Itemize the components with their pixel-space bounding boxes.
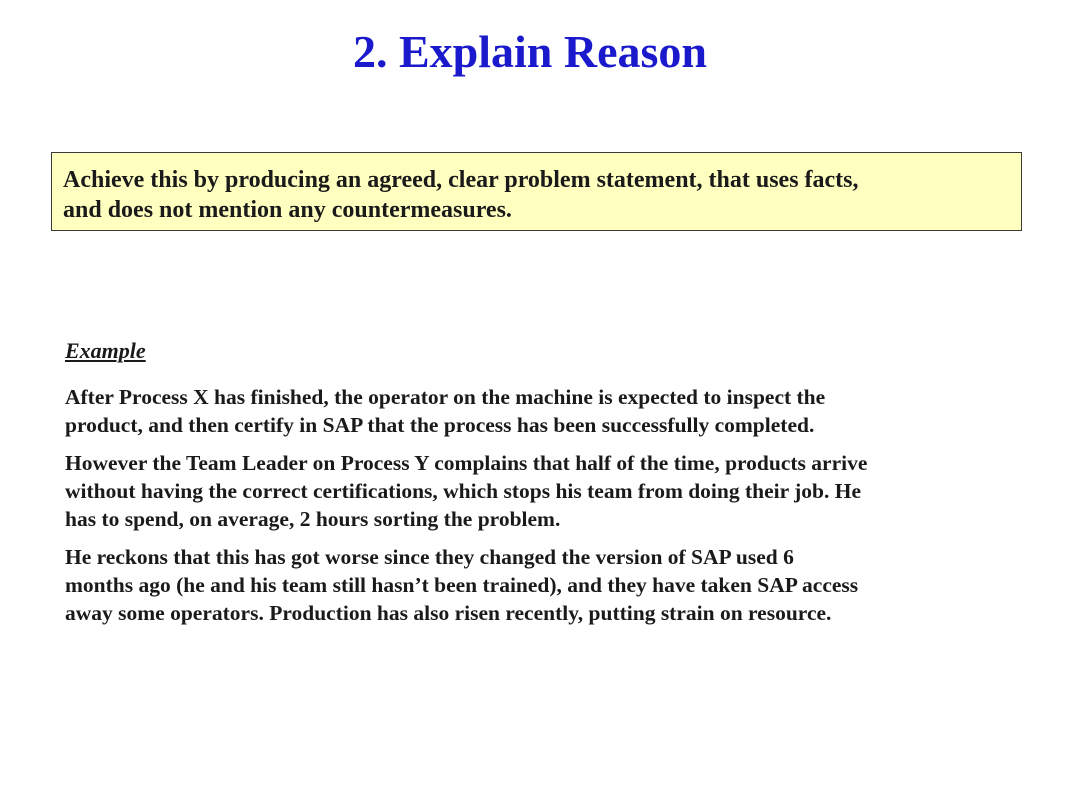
paragraph-line: away some operators. Production has also risen recently, putting strain on resource. bbox=[65, 601, 832, 625]
paragraph-line: without having the correct certifications, which stops his team from doing their job. He bbox=[65, 479, 862, 503]
slide-title: 2. Explain Reason bbox=[352, 26, 708, 77]
example-paragraph-3 bbox=[65, 543, 995, 627]
example-heading: Example bbox=[65, 338, 146, 363]
example-section bbox=[65, 337, 995, 637]
paragraph-line: months ago (he and his team still hasn’t been trained), and they have taken SAP access bbox=[65, 573, 859, 597]
paragraph-line: has to spend, on average, 2 hours sorting the problem. bbox=[65, 507, 561, 531]
paragraph-line: After Process X has finished, the operator on the machine is expected to inspect the bbox=[65, 385, 826, 409]
example-paragraph-1 bbox=[65, 383, 995, 439]
callout-text bbox=[63, 165, 1003, 225]
example-paragraph-2 bbox=[65, 449, 995, 533]
paragraph-line: However the Team Leader on Process Y complains that half of the time, products arrive bbox=[65, 451, 868, 475]
paragraph-line: He reckons that this has got worse since they changed the version of SAP used 6 bbox=[65, 545, 794, 569]
callout-line-1: Achieve this by producing an agreed, clear problem statement, that uses facts, bbox=[63, 167, 859, 193]
callout-line-2: and does not mention any countermeasures. bbox=[63, 197, 512, 223]
paragraph-line: product, and then certify in SAP that the process has been successfully completed. bbox=[65, 413, 815, 437]
problem-statement-callout bbox=[51, 152, 1022, 231]
